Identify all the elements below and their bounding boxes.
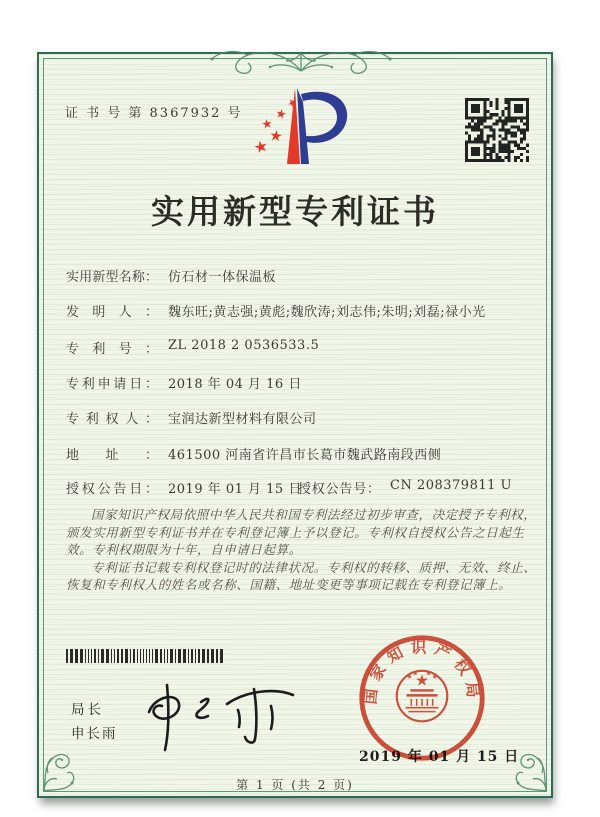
field-label: 授权公告号： — [298, 482, 380, 497]
national-emblem-icon — [397, 670, 448, 721]
page-number: 第 1 页 (共 2 页) — [236, 778, 354, 792]
field-value: 2018 年 04 月 16 日 — [168, 377, 302, 392]
field-value: 魏东旺;黄志强;黄彪;魏欣涛;刘志伟;朱明;刘磊;禄小光 — [168, 305, 486, 320]
certificate-sheet — [37, 52, 553, 798]
field-label: 专利申请日： — [66, 377, 158, 392]
field-row-patentee — [66, 408, 539, 428]
field-value: ZL 2018 2 0536533.5 — [168, 338, 320, 353]
field-label: 授权公告日： — [66, 482, 158, 497]
qr-code — [465, 98, 529, 162]
field-label: 专利号： — [66, 342, 158, 357]
issue-date: 2019 年 01 月 15 日 — [359, 749, 520, 765]
certificate-title: 实用新型专利证书 — [151, 192, 439, 231]
field-row-name — [66, 266, 539, 286]
field-value: CN 208379811 U — [390, 478, 512, 493]
field-value: 宝润达新型材料有限公司 — [168, 412, 317, 427]
field-pair-grant-no — [298, 478, 512, 497]
signer-name: 申长雨 — [71, 726, 118, 742]
official-seal — [354, 630, 490, 766]
field-label: 发明人： — [66, 305, 158, 320]
seal-text: 国家知识产权局 — [360, 637, 484, 706]
field-value: 2019 年 01 月 15 日 — [168, 482, 302, 497]
certificate-number: 证 书 号 第 8367932 号 — [65, 106, 243, 121]
signer-title: 局长 — [71, 702, 104, 718]
field-row-patent-no — [66, 338, 539, 358]
signature — [135, 680, 310, 754]
field-row-address — [66, 444, 539, 464]
field-label: 实用新型名称： — [66, 270, 158, 285]
top-crest-ornament — [196, 45, 406, 79]
field-row-grant — [66, 478, 539, 498]
field-label: 地址： — [66, 448, 158, 463]
legal-paragraph: 国家知识产权局依照中华人民共和国专利法经过初步审查，决定授予专利权，颁发实用新型专利证书并在专利登记簿上予以登记。专利权自授权公告之日起生效。专利权期限为十年，自申请日起算。 — [66, 507, 537, 557]
cnipa-logo-icon — [245, 84, 349, 172]
field-value: 仿石材一体保温板 — [168, 270, 277, 285]
barcode — [66, 649, 226, 663]
field-value: 461500 河南省许昌市长葛市魏武路南段西侧 — [168, 448, 442, 463]
field-row-filing-date — [66, 373, 539, 393]
legal-paragraph: 专利证书记载专利权登记时的法律状况。专利权的转移、质押、无效、终止、恢复和专利权人的姓名或名称、国籍、地址变更等事项记载在专利登记簿上。 — [66, 559, 537, 592]
field-label: 专利权人： — [66, 412, 158, 427]
legal-text — [66, 506, 545, 594]
field-row-inventors — [66, 301, 539, 321]
